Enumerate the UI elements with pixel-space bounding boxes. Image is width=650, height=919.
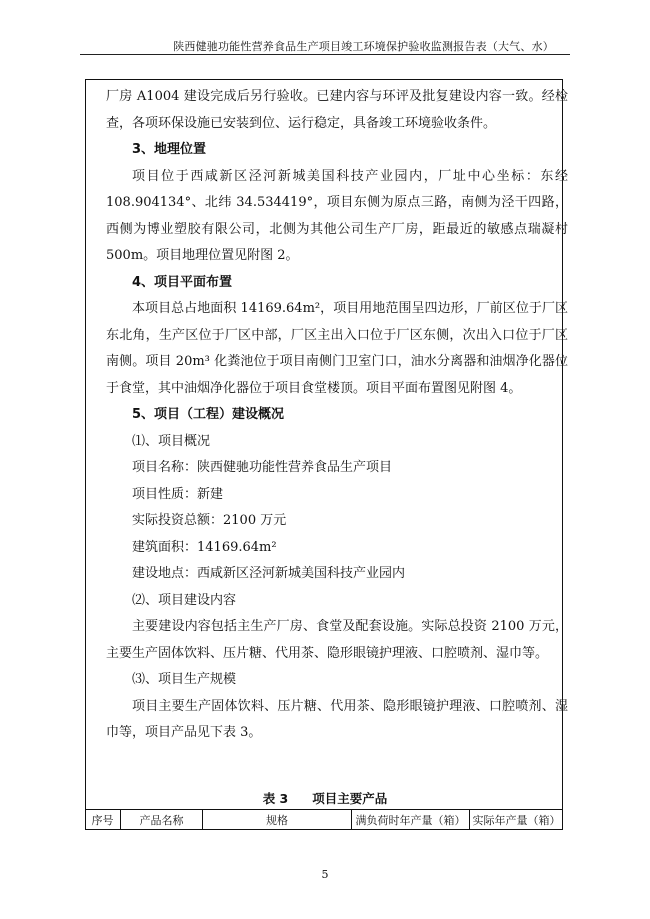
column-header: 产品名称: [121, 810, 203, 830]
site-line: 建设地点：西咸新区泾河新城美国科技产业园内: [132, 566, 406, 581]
paragraph-scale: 项目主要生产固体饮料、压片糖、代用茶、隐形眼镜护理液、口腔喷剂、湿巾等，项目产品见下表 3。: [106, 698, 568, 740]
subheading-overview: ⑴、项目概况: [132, 433, 211, 449]
investment-line: 实际投资总额：2100 万元: [132, 513, 287, 528]
project-name-line: 项目名称：陕西健驰功能性营养食品生产项目: [132, 460, 393, 475]
table-title: 项目主要产品: [312, 791, 388, 806]
paragraph-location: 项目位于西咸新区泾河新城美国科技产业园内，厂址中心坐标：东经108.904134°、北纬 34.534419°，项目东侧为原点三路，南侧为泾干四路，西侧为博业塑胶有限公司，北侧为其他公司生产厂房，距最近的敏感点瑞凝村 500m。项目地理位置见附图 2。: [106, 168, 568, 263]
project-nature-line: 项目性质：新建: [132, 486, 224, 502]
column-header: 实际年产量（箱）: [472, 814, 561, 827]
page-number: 5: [321, 868, 329, 881]
floor-area-line: 建筑面积：14169.64m²: [132, 539, 277, 555]
document-body: [106, 84, 568, 747]
heading-construction: 5、项目（工程）建设概况: [132, 407, 285, 422]
header-rule: [80, 54, 570, 55]
column-header: 序号: [85, 810, 121, 830]
paragraph-content: 主要建设内容包括主生产厂房、食堂及配套设施。实际总投资 2100 万元，主要生产固体饮料、压片糖、代用茶、隐形眼镜护理液、口腔喷剂、湿巾等。: [106, 619, 568, 661]
heading-location: 3、地理位置: [132, 142, 207, 157]
heading-layout: 4、项目平面布置: [132, 274, 233, 290]
column-header: 满负荷时年产量（箱）: [352, 810, 470, 830]
table-number: 表 3: [262, 791, 289, 806]
subheading-scale: ⑶、项目生产规模: [132, 672, 237, 687]
products-table-header: [85, 809, 563, 830]
subheading-content: ⑵、项目建设内容: [132, 592, 237, 608]
paragraph-acceptance: 厂房 A1004 建设完成后另行验收。已建内容与环评及批复建设内容一致。经检查，各项环保设施已安装到位、运行稳定，具备竣工环境验收条件。: [106, 89, 568, 131]
column-header: 规格: [203, 810, 352, 830]
table-caption: [0, 789, 650, 807]
report-header-title: 陕西健驰功能性营养食品生产项目竣工环境保护验收监测报告表（大气、水）: [173, 40, 554, 53]
paragraph-layout: 本项目总占地面积 14169.64m²，项目用地范围呈四边形，厂前区位于厂区东北角，生产区位于厂区中部，厂区主出入口位于厂区东侧，次出入口位于厂区南侧。项目 20m³ 化粪池位于项目南侧门卫室门口，油水分离器和油烟净化器位于食堂，其中油烟净化器位于项目食堂楼顶。项目平面布置图见附图 4。: [106, 301, 568, 396]
